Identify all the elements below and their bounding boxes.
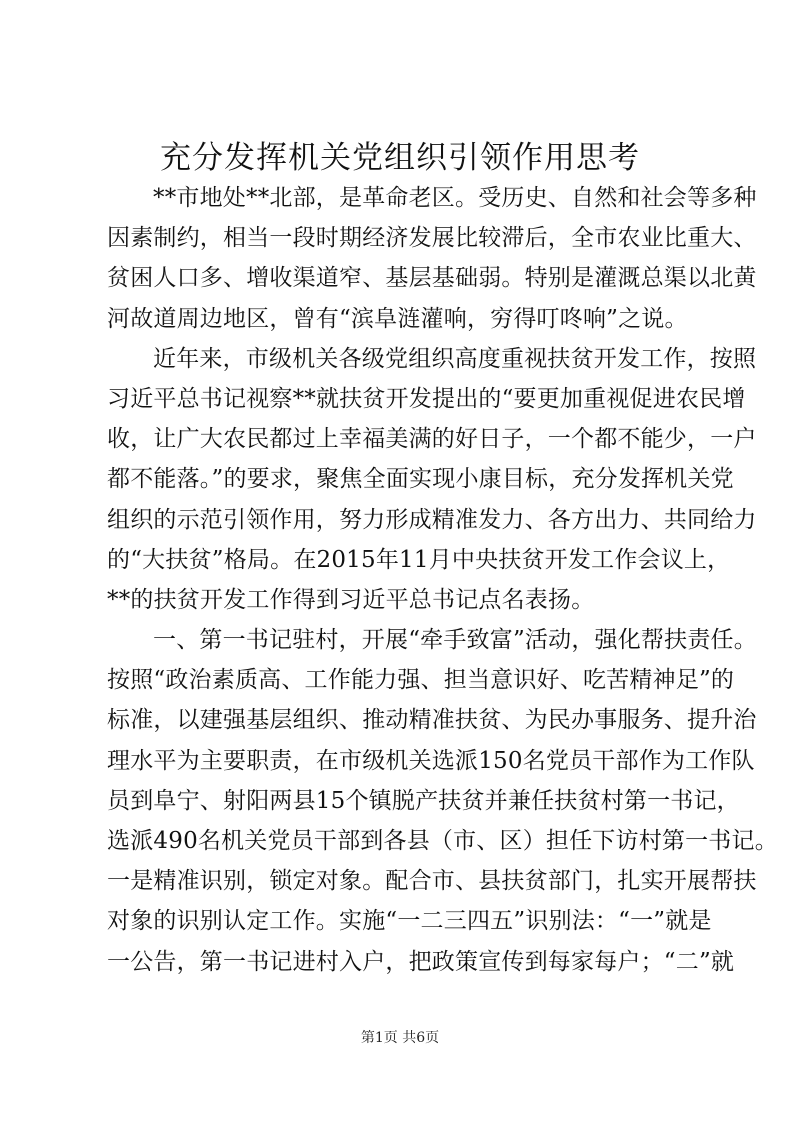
text-line: 对象的识别认定工作。实施“一二三四五”识别法：“一”就是 (107, 908, 712, 935)
text-line: **的扶贫开发工作得到习近平总书记点名表扬。 (107, 586, 595, 613)
text-line: 选派490名机关党员干部到各县（市、区）担任下访村第一书记。 (107, 828, 778, 854)
text-line: 一是精准识别，锁定对象。配合市、县扶贫部门，扎实开展帮扶 (107, 868, 757, 895)
text-line: 都不能落。”的要求，聚焦全面实现小康目标，充分发挥机关党 (107, 466, 734, 493)
page-number-footer: 第1页 共6页 (360, 1030, 440, 1046)
document-body (107, 178, 778, 982)
text-line: 员到阜宁、射阳两县15个镇脱产扶贫并兼任扶贫村第一书记， (107, 787, 740, 814)
text-line: 河故道周边地区，曾有“滨阜涟灌响，穷得叮咚响”之说。 (107, 305, 688, 332)
text-line: 近年来，市级机关各级党组织高度重视扶贫开发工作，按照 (153, 345, 757, 372)
text-line: 一、第一书记驻村，开展“牵手致富”活动，强化帮扶责任。 (153, 627, 757, 654)
text-line: 的“大扶贫”格局。在2015年11月中央扶贫开发工作会议上， (107, 546, 731, 573)
text-line: 贫困人口多、增收渠道窄、基层基础弱。特别是灌溉总渠以北黄 (107, 265, 757, 292)
text-line: 理水平为主要职责，在市级机关选派150名党员干部作为工作队 (107, 747, 755, 774)
text-line: 组织的示范引领作用，努力形成精准发力、各方出力、共同给力 (107, 506, 757, 533)
text-line: 标准，以建强基层组织、推动精准扶贫、为民办事服务、提升治 (107, 707, 757, 734)
text-line: 收，让广大农民都过上幸福美满的好日子，一个都不能少，一户 (107, 426, 757, 453)
text-line: 按照“政治素质高、工作能力强、担当意识好、吃苦精神足”的 (107, 667, 735, 694)
text-line: 因素制约，相当一段时期经济发展比较滞后，全市农业比重大、 (107, 225, 757, 252)
text-line: 一公告，第一书记进村入户，把政策宣传到每家每户；“二”就 (107, 948, 735, 975)
text-line: 习近平总书记视察**就扶贫开发提出的“要更加重视促进农民增 (107, 385, 746, 412)
text-line: **市地处**北部，是革命老区。受历史、自然和社会等多种 (153, 185, 757, 211)
document-title: 充分发挥机关党组织引领作用思考 (160, 140, 640, 176)
